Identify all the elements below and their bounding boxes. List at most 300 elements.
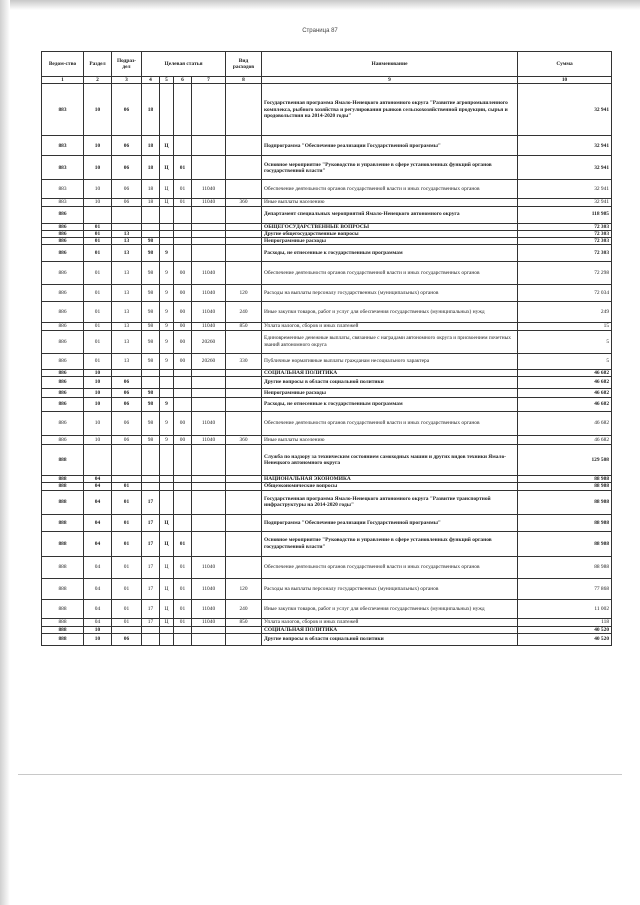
cell-target-program: 98 xyxy=(142,398,160,412)
cell-section: 10 xyxy=(84,377,112,389)
cell-target-program: 17 xyxy=(142,618,160,626)
cell-department: 888 xyxy=(42,618,84,626)
cell-target-program xyxy=(142,483,160,490)
table-row xyxy=(42,445,612,476)
cell-section: 10 xyxy=(84,156,112,180)
cell-target-subprogram xyxy=(160,206,174,223)
cell-target-program: 98 xyxy=(142,323,160,330)
cell-subsection: 06 xyxy=(112,436,142,445)
col-number: 7 xyxy=(192,77,226,84)
page-number: Страница 87 xyxy=(302,28,338,34)
cell-subsection: 01 xyxy=(112,514,142,531)
table-row xyxy=(42,377,612,389)
cell-target-program xyxy=(142,230,160,237)
cell-section: 10 xyxy=(84,412,112,436)
cell-target-direction: 11040 xyxy=(192,599,226,618)
cell-target-event xyxy=(174,223,192,230)
cell-expense-type xyxy=(226,245,262,262)
cell-section: 01 xyxy=(84,238,112,245)
cell-target-event xyxy=(174,476,192,483)
cell-name: НАЦИОНАЛЬНАЯ ЭКОНОМИКА xyxy=(262,476,518,483)
cell-expense-type: 240 xyxy=(226,302,262,323)
cell-subsection xyxy=(112,223,142,230)
cell-name: Государственная программа Ямало-Ненецкого автономного округа "Развитие транспортной инфраструктуры на 2014-2020 годы" xyxy=(262,490,518,514)
cell-target-direction xyxy=(192,223,226,230)
cell-sum: 46 682 xyxy=(518,389,612,398)
table-row xyxy=(42,514,612,531)
cell-target-program: 98 xyxy=(142,285,160,302)
cell-target-direction: 11040 xyxy=(192,578,226,599)
cell-expense-type xyxy=(226,476,262,483)
cell-sum: 129 508 xyxy=(518,445,612,476)
cell-department: 888 xyxy=(42,531,84,556)
cell-target-event xyxy=(174,445,192,476)
cell-target-event: 00 xyxy=(174,412,192,436)
cell-department: 886 xyxy=(42,223,84,230)
cell-target-direction xyxy=(192,626,226,633)
cell-name: Публичные нормативные выплаты гражданам несоциального характера xyxy=(262,353,518,369)
cell-target-subprogram: Ц xyxy=(160,514,174,531)
cell-name: Уплата налогов, сборов и иных платежей xyxy=(262,618,518,626)
cell-target-direction xyxy=(192,84,226,136)
cell-target-event xyxy=(174,238,192,245)
cell-department: 888 xyxy=(42,490,84,514)
cell-department: 886 xyxy=(42,230,84,237)
cell-name: Подпрограмма "Обеспечение реализации Государственной программы" xyxy=(262,136,518,156)
cell-target-program: 98 xyxy=(142,353,160,369)
cell-subsection: 13 xyxy=(112,330,142,353)
col-header-department: Ведом-ство xyxy=(42,52,84,77)
cell-target-event xyxy=(174,230,192,237)
cell-expense-type xyxy=(226,490,262,514)
cell-name: СОЦИАЛЬНАЯ ПОЛИТИКА xyxy=(262,369,518,376)
cell-target-event xyxy=(174,245,192,262)
cell-target-program xyxy=(142,445,160,476)
cell-section: 04 xyxy=(84,599,112,618)
cell-sum: 88 988 xyxy=(518,483,612,490)
cell-sum: 72 034 xyxy=(518,285,612,302)
cell-target-program xyxy=(142,369,160,376)
cell-expense-type xyxy=(226,136,262,156)
cell-target-event: 01 xyxy=(174,531,192,556)
cell-target-subprogram: Ц xyxy=(160,199,174,206)
cell-sum: 72 303 xyxy=(518,223,612,230)
cell-section: 10 xyxy=(84,626,112,633)
cell-target-subprogram: Ц xyxy=(160,136,174,156)
cell-department: 886 xyxy=(42,436,84,445)
cell-subsection: 13 xyxy=(112,238,142,245)
cell-subsection: 06 xyxy=(112,136,142,156)
cell-name: Основное мероприятие "Руководство и управление в сфере установленных функций органов государственной власти" xyxy=(262,156,518,180)
cell-target-subprogram: Ц xyxy=(160,180,174,199)
col-header-expense-type: Вид расходов xyxy=(226,52,262,77)
cell-subsection: 13 xyxy=(112,262,142,285)
cell-subsection: 13 xyxy=(112,302,142,323)
table-row xyxy=(42,353,612,369)
cell-expense-type: 120 xyxy=(226,285,262,302)
cell-target-event xyxy=(174,398,192,412)
cell-subsection: 13 xyxy=(112,285,142,302)
cell-subsection: 01 xyxy=(112,483,142,490)
cell-expense-type xyxy=(226,633,262,645)
cell-expense-type: 360 xyxy=(226,436,262,445)
col-header-section: Раздел xyxy=(84,52,112,77)
table-row xyxy=(42,389,612,398)
cell-target-direction xyxy=(192,389,226,398)
cell-target-direction xyxy=(192,230,226,237)
cell-section: 10 xyxy=(84,84,112,136)
cell-target-direction xyxy=(192,377,226,389)
cell-subsection: 06 xyxy=(112,84,142,136)
cell-subsection: 13 xyxy=(112,353,142,369)
cell-target-subprogram xyxy=(160,483,174,490)
cell-department: 886 xyxy=(42,412,84,436)
cell-target-program xyxy=(142,223,160,230)
cell-target-subprogram xyxy=(160,223,174,230)
cell-target-subprogram xyxy=(160,369,174,376)
table-row xyxy=(42,238,612,245)
cell-sum: 32 941 xyxy=(518,199,612,206)
cell-department: 888 xyxy=(42,599,84,618)
cell-target-subprogram xyxy=(160,490,174,514)
cell-name: СОЦИАЛЬНАЯ ПОЛИТИКА xyxy=(262,626,518,633)
cell-target-program xyxy=(142,476,160,483)
cell-department: 883 xyxy=(42,84,84,136)
cell-target-direction xyxy=(192,245,226,262)
cell-section: 10 xyxy=(84,398,112,412)
cell-department: 886 xyxy=(42,285,84,302)
cell-subsection: 06 xyxy=(112,633,142,645)
col-number: 2 xyxy=(84,77,112,84)
cell-name: Другие вопросы в области социальной политики xyxy=(262,633,518,645)
cell-sum: 32 941 xyxy=(518,136,612,156)
table-row xyxy=(42,206,612,223)
cell-expense-type xyxy=(226,84,262,136)
cell-target-program xyxy=(142,377,160,389)
cell-name: Непрограммные расходы xyxy=(262,389,518,398)
cell-expense-type: 330 xyxy=(226,353,262,369)
cell-target-direction xyxy=(192,369,226,376)
cell-section: 10 xyxy=(84,180,112,199)
cell-target-direction xyxy=(192,398,226,412)
cell-department: 886 xyxy=(42,302,84,323)
cell-target-subprogram: Ц xyxy=(160,618,174,626)
cell-expense-type xyxy=(226,377,262,389)
cell-section: 01 xyxy=(84,245,112,262)
table-row xyxy=(42,323,612,330)
col-number: 1 xyxy=(42,77,84,84)
cell-section: 10 xyxy=(84,633,112,645)
cell-target-direction: 11040 xyxy=(192,285,226,302)
cell-target-program: 17 xyxy=(142,578,160,599)
cell-department: 888 xyxy=(42,445,84,476)
cell-target-direction xyxy=(192,136,226,156)
cell-sum: 118 985 xyxy=(518,206,612,223)
cell-subsection: 01 xyxy=(112,578,142,599)
table-row xyxy=(42,330,612,353)
col-number: 10 xyxy=(518,77,612,84)
cell-department: 886 xyxy=(42,245,84,262)
table-row xyxy=(42,578,612,599)
cell-sum: 32 941 xyxy=(518,84,612,136)
cell-section: 04 xyxy=(84,556,112,578)
cell-target-subprogram: 9 xyxy=(160,436,174,445)
table-row xyxy=(42,262,612,285)
col-number: 9 xyxy=(262,77,518,84)
cell-name: Основное мероприятие "Руководство и управление в сфере установленных функций органов государственной власти" xyxy=(262,531,518,556)
cell-sum: 88 988 xyxy=(518,476,612,483)
cell-target-program: 17 xyxy=(142,514,160,531)
cell-expense-type xyxy=(226,514,262,531)
cell-subsection: 06 xyxy=(112,156,142,180)
cell-sum: 46 682 xyxy=(518,377,612,389)
cell-target-subprogram: 9 xyxy=(160,323,174,330)
cell-name: Государственная программа Ямало-Ненецкого автономного округа "Развитие агропромышленного комплекса, рыбного хозяйства и регулирования рынков сельскохозяйственной продукции, сырья и продовольствия на 2014-2020 годы" xyxy=(262,84,518,136)
cell-section: 01 xyxy=(84,262,112,285)
scan-shadow-left xyxy=(0,0,10,905)
cell-subsection: 01 xyxy=(112,490,142,514)
cell-name: Обеспечение деятельности органов государственной власти и иных государственных органов xyxy=(262,262,518,285)
cell-sum: 32 941 xyxy=(518,156,612,180)
table-row xyxy=(42,398,612,412)
cell-target-event xyxy=(174,369,192,376)
cell-target-event xyxy=(174,389,192,398)
cell-target-program: 18 xyxy=(142,199,160,206)
cell-department: 888 xyxy=(42,476,84,483)
cell-department: 883 xyxy=(42,199,84,206)
cell-subsection: 01 xyxy=(112,556,142,578)
cell-target-program: 17 xyxy=(142,531,160,556)
cell-target-direction: 20260 xyxy=(192,330,226,353)
cell-target-direction xyxy=(192,531,226,556)
cell-target-program: 18 xyxy=(142,180,160,199)
cell-target-direction: 11040 xyxy=(192,262,226,285)
cell-section: 04 xyxy=(84,618,112,626)
cell-expense-type xyxy=(226,445,262,476)
cell-target-subprogram: 9 xyxy=(160,398,174,412)
cell-department: 886 xyxy=(42,323,84,330)
cell-name: Обеспечение деятельности органов государственной власти и иных государственных органов xyxy=(262,556,518,578)
cell-target-subprogram xyxy=(160,84,174,136)
cell-target-subprogram xyxy=(160,445,174,476)
cell-target-subprogram: 9 xyxy=(160,302,174,323)
cell-sum: 40 520 xyxy=(518,626,612,633)
cell-target-direction: 11040 xyxy=(192,556,226,578)
cell-expense-type xyxy=(226,389,262,398)
cell-section: 04 xyxy=(84,490,112,514)
cell-section: 01 xyxy=(84,285,112,302)
cell-name: Обеспечение деятельности органов государственной власти и иных государственных органов xyxy=(262,412,518,436)
cell-expense-type xyxy=(226,626,262,633)
cell-target-program: 18 xyxy=(142,84,160,136)
cell-department: 886 xyxy=(42,262,84,285)
table-header xyxy=(42,52,612,84)
cell-subsection: 01 xyxy=(112,599,142,618)
cell-target-subprogram xyxy=(160,633,174,645)
cell-department: 886 xyxy=(42,206,84,223)
cell-name: Служба по надзору за техническим состоянием самоходных машин и других видов техники Ямало-Ненецкого автономного округа xyxy=(262,445,518,476)
cell-section: 04 xyxy=(84,514,112,531)
cell-sum: 72 303 xyxy=(518,245,612,262)
cell-expense-type xyxy=(226,330,262,353)
cell-target-direction xyxy=(192,514,226,531)
cell-name: Другие вопросы в области социальной политики xyxy=(262,377,518,389)
table-row xyxy=(42,302,612,323)
cell-target-subprogram: 9 xyxy=(160,412,174,436)
cell-target-direction: 11040 xyxy=(192,323,226,330)
cell-section: 04 xyxy=(84,531,112,556)
cell-subsection xyxy=(112,445,142,476)
table-row xyxy=(42,223,612,230)
cell-name: ОБЩЕГОСУДАРСТВЕННЫЕ ВОПРОСЫ xyxy=(262,223,518,230)
cell-name: Иные закупки товаров, работ и услуг для обеспечения государственных (муниципальных) нужд xyxy=(262,302,518,323)
cell-subsection: 06 xyxy=(112,377,142,389)
cell-sum: 72 298 xyxy=(518,262,612,285)
cell-target-program: 98 xyxy=(142,412,160,436)
cell-sum: 15 xyxy=(518,323,612,330)
cell-target-direction xyxy=(192,206,226,223)
cell-department: 886 xyxy=(42,377,84,389)
cell-target-direction: 11040 xyxy=(192,618,226,626)
cell-target-program: 98 xyxy=(142,302,160,323)
table-row xyxy=(42,476,612,483)
cell-name: Непрограммные расходы xyxy=(262,238,518,245)
cell-target-event xyxy=(174,633,192,645)
col-number: 5 xyxy=(160,77,174,84)
scan-shadow-top xyxy=(0,0,640,10)
col-header-sum: Сумма xyxy=(518,52,612,77)
cell-expense-type xyxy=(226,369,262,376)
cell-target-subprogram xyxy=(160,476,174,483)
cell-target-event: 00 xyxy=(174,330,192,353)
cell-department: 888 xyxy=(42,514,84,531)
cell-section xyxy=(84,445,112,476)
cell-target-program: 17 xyxy=(142,599,160,618)
cell-subsection: 06 xyxy=(112,398,142,412)
table-row xyxy=(42,436,612,445)
cell-sum: 46 682 xyxy=(518,436,612,445)
cell-target-subprogram: 9 xyxy=(160,262,174,285)
cell-target-event xyxy=(174,490,192,514)
cell-sum: 46 682 xyxy=(518,398,612,412)
cell-target-direction: 11040 xyxy=(192,412,226,436)
cell-target-event: 01 xyxy=(174,156,192,180)
cell-section: 10 xyxy=(84,436,112,445)
cell-sum: 72 303 xyxy=(518,230,612,237)
cell-target-program: 18 xyxy=(142,136,160,156)
table-row xyxy=(42,230,612,237)
cell-target-direction xyxy=(192,633,226,645)
cell-target-event: 01 xyxy=(174,199,192,206)
table-row xyxy=(42,412,612,436)
cell-target-direction: 11040 xyxy=(192,436,226,445)
cell-target-program xyxy=(142,626,160,633)
cell-name: Обеспечение деятельности органов государственной власти и иных государственных органов xyxy=(262,180,518,199)
cell-expense-type xyxy=(226,180,262,199)
cell-target-event: 00 xyxy=(174,302,192,323)
cell-target-subprogram: 9 xyxy=(160,245,174,262)
cell-sum: 32 941 xyxy=(518,180,612,199)
table-row xyxy=(42,84,612,136)
cell-name: Подпрограмма "Обеспечение реализации Государственной программы" xyxy=(262,514,518,531)
table-row xyxy=(42,156,612,180)
cell-target-event: 00 xyxy=(174,436,192,445)
cell-expense-type xyxy=(226,262,262,285)
cell-target-direction: 11040 xyxy=(192,180,226,199)
cell-name: Иные закупки товаров, работ и услуг для обеспечения государственных (муниципальных) нужд xyxy=(262,599,518,618)
cell-name: Расходы, не отнесенные к государственным программам xyxy=(262,245,518,262)
cell-target-subprogram xyxy=(160,230,174,237)
cell-expense-type xyxy=(226,398,262,412)
cell-target-event xyxy=(174,206,192,223)
col-number: 8 xyxy=(226,77,262,84)
cell-subsection: 13 xyxy=(112,245,142,262)
cell-target-subprogram: Ц xyxy=(160,156,174,180)
cell-expense-type: 360 xyxy=(226,199,262,206)
table-row xyxy=(42,199,612,206)
cell-section: 10 xyxy=(84,369,112,376)
cell-target-direction xyxy=(192,483,226,490)
cell-department: 883 xyxy=(42,180,84,199)
cell-subsection: 13 xyxy=(112,323,142,330)
col-header-name: Наименование xyxy=(262,52,518,77)
table-row xyxy=(42,633,612,645)
table-row xyxy=(42,369,612,376)
cell-target-event: 01 xyxy=(174,180,192,199)
cell-name: Расходы на выплаты персоналу государственных (муниципальных) органов xyxy=(262,285,518,302)
cell-target-event: 01 xyxy=(174,599,192,618)
table-row xyxy=(42,531,612,556)
cell-target-subprogram xyxy=(160,377,174,389)
cell-target-program: 98 xyxy=(142,389,160,398)
cell-target-direction xyxy=(192,238,226,245)
table-row xyxy=(42,245,612,262)
cell-department: 888 xyxy=(42,483,84,490)
cell-target-direction: 11040 xyxy=(192,302,226,323)
cell-expense-type xyxy=(226,483,262,490)
cell-expense-type xyxy=(226,230,262,237)
cell-section: 01 xyxy=(84,302,112,323)
table-row xyxy=(42,136,612,156)
cell-section: 01 xyxy=(84,323,112,330)
cell-section: 10 xyxy=(84,199,112,206)
cell-name: Расходы, не отнесенные к государственным программам xyxy=(262,398,518,412)
cell-expense-type: 240 xyxy=(226,599,262,618)
cell-target-program: 17 xyxy=(142,556,160,578)
cell-target-event: 01 xyxy=(174,578,192,599)
cell-target-subprogram: Ц xyxy=(160,556,174,578)
cell-department: 886 xyxy=(42,389,84,398)
cell-target-event: 01 xyxy=(174,618,192,626)
table-row xyxy=(42,618,612,626)
col-number: 6 xyxy=(174,77,192,84)
cell-name: Расходы на выплаты персоналу государственных (муниципальных) органов xyxy=(262,578,518,599)
cell-subsection: 01 xyxy=(112,531,142,556)
cell-subsection: 06 xyxy=(112,389,142,398)
cell-target-program: 98 xyxy=(142,245,160,262)
cell-sum: 46 682 xyxy=(518,369,612,376)
cell-expense-type xyxy=(226,156,262,180)
cell-name: Уплата налогов, сборов и иных платежей xyxy=(262,323,518,330)
table-row xyxy=(42,556,612,578)
cell-subsection xyxy=(112,369,142,376)
cell-target-program xyxy=(142,633,160,645)
cell-sum: 5 xyxy=(518,330,612,353)
cell-target-program: 98 xyxy=(142,436,160,445)
col-number: 3 xyxy=(112,77,142,84)
cell-sum: 88 988 xyxy=(518,514,612,531)
cell-expense-type xyxy=(226,556,262,578)
